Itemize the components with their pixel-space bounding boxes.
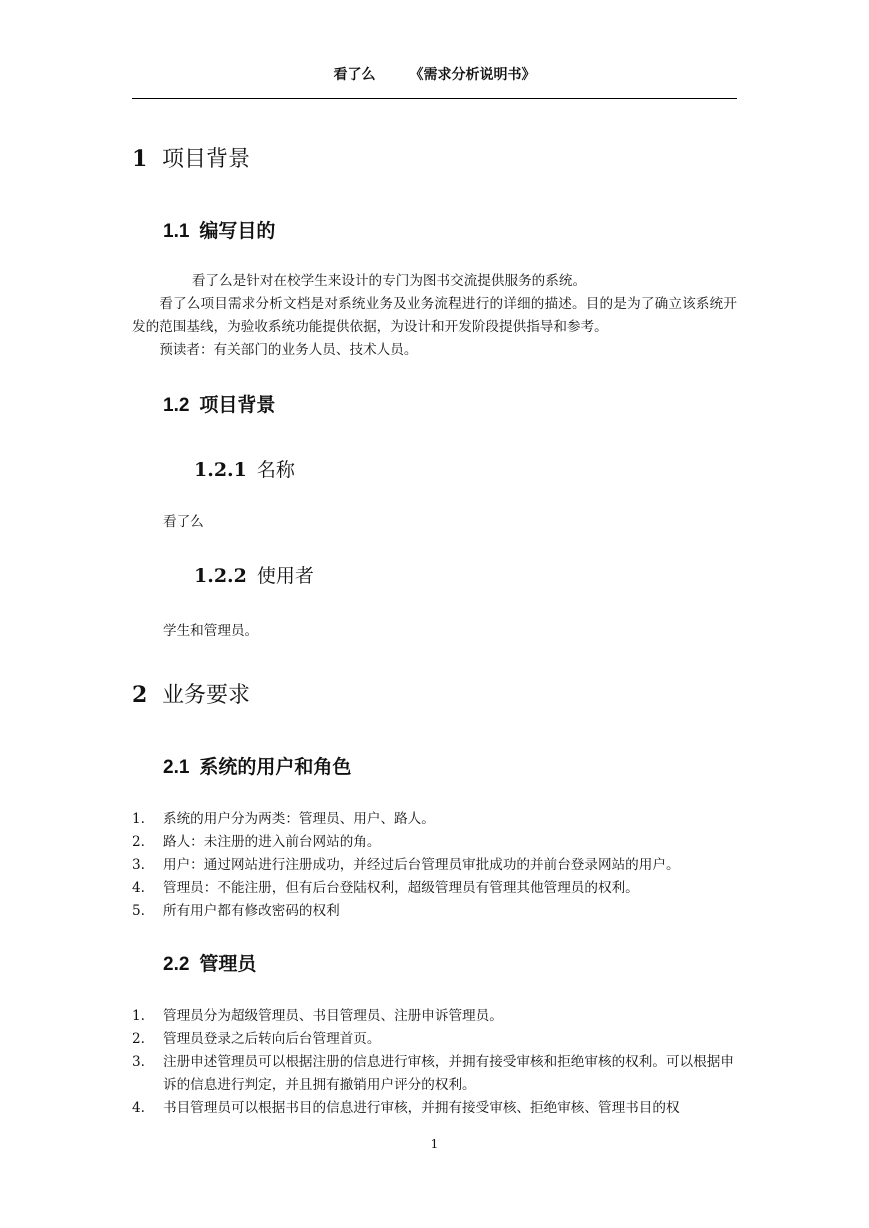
- list-item: [132, 877, 737, 900]
- list-item: [132, 1051, 737, 1097]
- heading-section-1-2-2: [194, 564, 314, 588]
- heading-text: 名称: [256, 459, 295, 481]
- header-rule: [132, 98, 737, 99]
- admin-list: [132, 1005, 737, 1120]
- list-number: 3.: [132, 857, 145, 873]
- paragraph: 预读者：有关部门的业务人员、技术人员。: [159, 342, 418, 358]
- list-item: [132, 1028, 737, 1051]
- name-text: 看了么: [163, 514, 204, 530]
- heading-number: 2.2: [163, 954, 190, 975]
- paragraph: 看了么项目需求分析文档是对系统业务及业务流程进行的详细的描述。目的是为了确立该系统开发的范围基线，为验收系统功能提供依据，为设计和开发阶段提供指导和参考。: [132, 296, 737, 335]
- heading-section-2-2: [163, 953, 256, 977]
- heading-number: 1.1: [163, 221, 190, 242]
- list-text: 所有用户都有修改密码的权利: [163, 903, 340, 919]
- header-doc-title: 《需求分析说明书》: [409, 67, 536, 83]
- list-text: 书目管理员可以根据书目的信息进行审核，并拥有接受审核、拒绝审核、管理书目的权: [163, 1100, 680, 1116]
- heading-text: 系统的用户和角色: [199, 757, 352, 778]
- heading-text: 编写目的: [199, 221, 276, 242]
- list-number: 1.: [132, 811, 145, 827]
- page-number: 1: [430, 1137, 439, 1151]
- heading-section-1-1: [163, 220, 275, 244]
- list-number: 2.: [132, 1031, 145, 1047]
- list-number: 5.: [132, 903, 145, 919]
- list-number: 4.: [132, 1100, 145, 1116]
- heading-text: 项目背景: [162, 147, 251, 172]
- paragraph: 看了么是针对在校学生来设计的专门为图书交流提供服务的系统。: [191, 273, 587, 289]
- list-text: 用户：通过网站进行注册成功，并经过后台管理员审批成功的并前台登录网站的用户。: [163, 857, 680, 873]
- list-text: 管理员登录之后转向后台管理首页。: [163, 1031, 381, 1047]
- heading-text: 使用者: [256, 565, 314, 587]
- heading-text: 项目背景: [199, 395, 276, 416]
- heading-section-1-2: [163, 394, 275, 418]
- list-text: 系统的用户分为两类：管理员、用户、路人。: [163, 811, 435, 827]
- list-number: 3.: [132, 1054, 145, 1070]
- list-text: 管理员分为超级管理员、书目管理员、注册申诉管理员。: [163, 1008, 503, 1024]
- list-text: 管理员：不能注册，但有后台登陆权利，超级管理员有管理其他管理员的权利。: [163, 880, 639, 896]
- running-header: [132, 64, 737, 84]
- purpose-paragraphs: [132, 270, 737, 362]
- list-item: [132, 1005, 737, 1028]
- list-item: [132, 854, 737, 877]
- list-number: 1.: [132, 1008, 145, 1024]
- heading-section-2: [132, 682, 250, 709]
- users-text: 学生和管理员。: [163, 623, 259, 639]
- heading-text: 业务要求: [162, 683, 251, 708]
- heading-number: 1: [132, 146, 148, 172]
- heading-text: 管理员: [199, 954, 257, 975]
- heading-number: 2.1: [163, 757, 190, 778]
- roles-list: [132, 808, 737, 923]
- list-text: 路人：未注册的进入前台网站的角。: [163, 834, 381, 850]
- list-item: [132, 900, 737, 923]
- list-item: [132, 831, 737, 854]
- heading-number: 2: [132, 682, 148, 708]
- heading-number: 1.2.2: [194, 565, 247, 587]
- list-text: 注册申述管理员可以根据注册的信息进行审核，并拥有接受审核和拒绝审核的权利。可以根据申诉的信息进行判定，并且拥有撤销用户评分的权利。: [163, 1054, 734, 1093]
- list-item: [132, 808, 737, 831]
- heading-number: 1.2.1: [194, 459, 247, 481]
- list-item: [132, 1097, 737, 1120]
- heading-section-1-2-1: [194, 458, 295, 482]
- heading-section-1: [132, 146, 250, 173]
- heading-number: 1.2: [163, 395, 190, 416]
- header-project-name: 看了么: [333, 67, 376, 83]
- list-number: 2.: [132, 834, 145, 850]
- list-number: 4.: [132, 880, 145, 896]
- heading-section-2-1: [163, 756, 351, 780]
